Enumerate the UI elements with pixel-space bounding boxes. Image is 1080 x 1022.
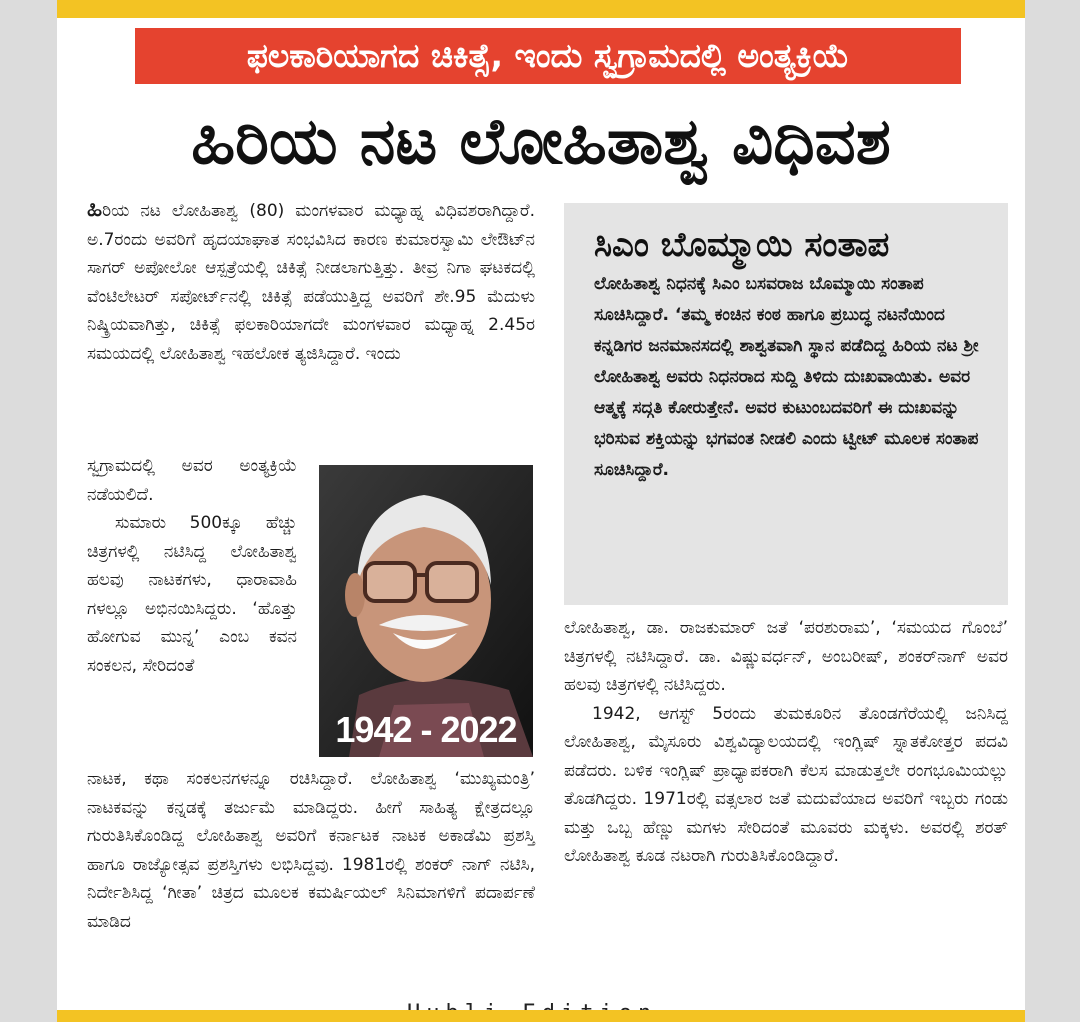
article-column-left-bottom bbox=[87, 765, 535, 936]
top-color-strip bbox=[57, 0, 1025, 18]
article-column-right bbox=[564, 614, 1008, 871]
sidebar-title: ಸಿಎಂ ಬೊಮ್ಮಾಯಿ ಸಂತಾಪ bbox=[594, 225, 890, 265]
headline: ಹಿರಿಯ ನಟ ಲೋಹಿತಾಶ್ವ ವಿಧಿವಶ bbox=[191, 105, 891, 179]
dropcap: ಹಿ bbox=[87, 197, 103, 222]
article-paragraph-1-cont: ಸ್ವಗ್ರಾಮದಲ್ಲಿ ಅವರ ಅಂತ್ಯಕ್ರಿಯೆ ನಡೆಯಲಿದೆ. bbox=[87, 456, 297, 505]
article-paragraph-3: ಲೋಹಿತಾಶ್ವ, ಡಾ. ರಾಜಕುಮಾರ್ ಜತೆ ‘ಪರಶುರಾಮ’, ‘ಸಮಯದ ಗೊಂಬೆ’ ಚಿತ್ರಗಳಲ್ಲಿ ನಟಿಸಿದ್ದಾರೆ. ಡಾ. ವಿಷ್ಣುವರ್ಧನ್, ಅಂಬರೀಷ್, ಶಂಕರ್‌ನಾಗ್ ಅವರ ಹಲವು ಚಿತ್ರಗಳಲ್ಲಿ ನಟಿಸಿದ್ದರು. bbox=[564, 618, 1008, 695]
article-column-left-top bbox=[87, 196, 535, 368]
sidebar-body bbox=[594, 269, 998, 486]
bottom-color-strip bbox=[57, 1010, 1025, 1022]
article-paragraph-2: ಸುಮಾರು 500ಕ್ಕೂ ಹೆಚ್ಚು ಚಿತ್ರಗಳಲ್ಲಿ ನಟಿಸಿದ್ದ ಲೋಹಿತಾಶ್ವ ಹಲವು ನಾಟಕಗಳು, ಧಾರಾವಾಹಿ ಗಳಲ್ಲೂ ಅಭಿನಯಿಸಿದ್ದರು. ‘ಹೊತ್ತು ಹೋಗುವ ಮುನ್ನ’ ಎಂಬ ಕವನ ಸಂಕಲನ, ಸೇರಿದಂತೆ bbox=[87, 513, 297, 676]
kicker-banner: ಫಲಕಾರಿಯಾಗದ ಚಿಕಿತ್ಸೆ, ಇಂದು ಸ್ವಗ್ರಾಮದಲ್ಲಿ ಅಂತ್ಯಕ್ರಿಯೆ bbox=[135, 28, 961, 84]
sidebar-body-text: ಲೋಹಿತಾಶ್ವ ನಿಧನಕ್ಕೆ ಸಿಎಂ ಬಸವರಾಜ ಬೊಮ್ಮಾಯಿ ಸಂತಾಪ ಸೂಚಿಸಿದ್ದಾರೆ. ‘ತಮ್ಮ ಕಂಚಿನ ಕಂಠ ಹಾಗೂ ಪ್ರಬುದ್ಧ ನಟನೆಯಿಂದ ಕನ್ನಡಿಗರ ಜನಮಾನಸದಲ್ಲಿ ಶಾಶ್ವತವಾಗಿ ಸ್ಥಾನ ಪಡೆದಿದ್ದ ಹಿರಿಯ ನಟ ಶ್ರೀ ಲೋಹಿತಾಶ್ವ ಅವರು ನಿಧನರಾದ ಸುದ್ದಿ ತಿಳಿದು ದುಃಖವಾಯಿತು. ಅವರ ಆತ್ಮಕ್ಕೆ ಸದ್ಗತಿ ಕೋರುತ್ತೇನೆ. ಅವರ ಕುಟುಂಬದವರಿಗೆ ಈ ದುಃಖವನ್ನು ಭರಿಸುವ ಶಕ್ತಿಯನ್ನು ಭಗವಂತ ನೀಡಲಿ ಎಂದು ಟ್ವೀಟ್ ಮೂಲಕ ಸಂತಾಪ ಸೂಚಿಸಿದ್ದಾರೆ. bbox=[594, 274, 979, 480]
sidebar-box bbox=[564, 203, 1008, 605]
newspaper-page bbox=[57, 0, 1025, 1022]
article-column-narrow bbox=[87, 452, 297, 680]
portrait-photo bbox=[319, 465, 533, 757]
photo-caption-years: 1942 - 2022 bbox=[335, 709, 517, 750]
article-paragraph-2-cont: ನಾಟಕ, ಕಥಾ ಸಂಕಲನಗಳನ್ನೂ ರಚಿಸಿದ್ದಾರೆ. ಲೋಹಿತಾಶ್ವ ‘ಮುಖ್ಯಮಂತ್ರಿ’ ನಾಟಕವನ್ನು ಕನ್ನಡಕ್ಕೆ ತರ್ಜುಮೆ ಮಾಡಿದ್ದರು. ಹೀಗೆ ಸಾಹಿತ್ಯ ಕ್ಷೇತ್ರದಲ್ಲೂ ಗುರುತಿಸಿಕೊಂಡಿದ್ದ ಲೋಹಿತಾಶ್ವ ಅವರಿಗೆ ಕರ್ನಾಟಕ ನಾಟಕ ಅಕಾಡೆಮಿ ಪ್ರಶಸ್ತಿ ಹಾಗೂ ರಾಜ್ಯೋತ್ಸವ ಪ್ರಶಸ್ತಿಗಳು ಲಭಿಸಿದ್ದವು. 1981ರಲ್ಲಿ ಶಂಕರ್ ನಾಗ್ ನಟಿಸಿ, ನಿರ್ದೇಶಿಸಿದ್ದ ‘ಗೀತಾ’ ಚಿತ್ರದ ಮೂಲಕ ಕಮರ್ಷಿಯಲ್ ಸಿನಿಮಾಗಳಿಗೆ ಪದಾರ್ಪಣೆ ಮಾಡಿದ bbox=[87, 769, 535, 932]
article-paragraph-1 bbox=[87, 196, 535, 368]
article-paragraph-1-text: ರಿಯ ನಟ ಲೋಹಿತಾಶ್ವ (80) ಮಂಗಳವಾರ ಮಧ್ಯಾಹ್ನ ವಿಧಿವಶರಾಗಿದ್ದಾರೆ. ಅ.7ರಂದು ಅವರಿಗೆ ಹೃದಯಾಘಾತ ಸಂಭವಿಸಿದ ಕಾರಣ ಕುಮಾರಸ್ವಾಮಿ ಲೇಔಟ್‌ನ ಸಾಗರ್ ಅಪೋಲೋ ಆಸ್ಪತ್ರೆಯಲ್ಲಿ ಚಿಕಿತ್ಸೆ ನೀಡಲಾಗುತ್ತಿತ್ತು. ತೀವ್ರ ನಿಗಾ ಘಟಕದಲ್ಲಿ ವೆಂಟಿಲೇಟರ್ ಸಪೋರ್ಟ್‌ನಲ್ಲಿ ಚಿಕಿತ್ಸೆ ಪಡೆಯುತ್ತಿದ್ದ ಅವರಿಗೆ ಶೇ.95 ಮೆದುಳು ನಿಷ್ಕ್ರಿಯವಾಗಿತ್ತು, ಚಿಕಿತ್ಸೆ ಫಲಕಾರಿಯಾಗದೇ ಮಂಗಳವಾರ ಮಧ್ಯಾಹ್ನ 2.45ರ ಸಮಯದಲ್ಲಿ ಲೋಹಿತಾಶ್ವ ಇಹಲೋಕ ತ್ಯಜಿಸಿದ್ದಾರೆ. ಇಂದು bbox=[87, 201, 535, 364]
article-paragraph-4: 1942, ಆಗಸ್ಟ್ 5ರಂದು ತುಮಕೂರಿನ ತೊಂಡಗೆರೆಯಲ್ಲಿ ಜನಿಸಿದ್ದ ಲೋಹಿತಾಶ್ವ, ಮೈಸೂರು ವಿಶ್ವವಿದ್ಯಾಲಯದಲ್ಲಿ ಇಂಗ್ಲಿಷ್ ಸ್ನಾತಕೋತ್ತರ ಪದವಿ ಪಡೆದರು. ಬಳಿಕ ಇಂಗ್ಲಿಷ್ ಪ್ರಾಧ್ಯಾಪಕರಾಗಿ ಕೆಲಸ ಮಾಡುತ್ತಲೇ ರಂಗಭೂಮಿಯಲ್ಲು ತೊಡಗಿದ್ದರು. 1971ರಲ್ಲಿ ವತ್ಸಲಾರ ಜತೆ ಮದುವೆಯಾದ ಅವರಿಗೆ ಇಬ್ಬರು ಗಂಡು ಮತ್ತು ಒಬ್ಬ ಹೆಣ್ಣು ಮಗಳು ಸೇರಿದಂತೆ ಮೂವರು ಮಕ್ಕಳು. ಅವರಲ್ಲಿ ಶರತ್ ಲೋಹಿತಾಶ್ವ ಕೂಡ ನಟರಾಗಿ ಗುರುತಿಸಿಕೊಂಡಿದ್ದಾರೆ. bbox=[564, 703, 1008, 866]
